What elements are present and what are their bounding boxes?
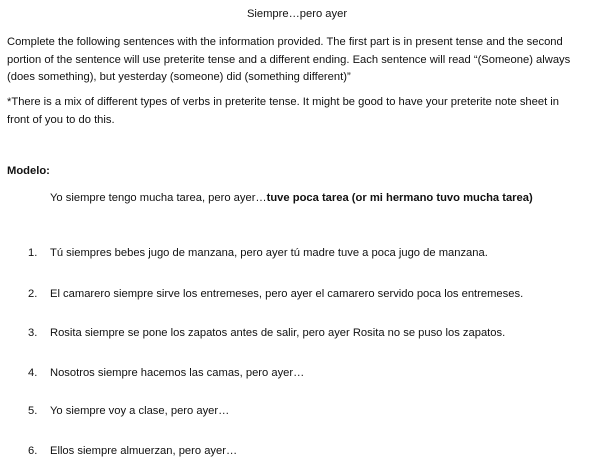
- modelo-answer: tuve poca tarea (or mi hermano tuvo mucha tarea): [266, 192, 533, 204]
- list-item: [28, 405, 229, 417]
- modelo-label: Modelo:: [7, 165, 50, 177]
- modelo-example: [50, 192, 533, 204]
- item-text: Yo siempre voy a clase, pero ayer…: [50, 405, 230, 417]
- item-number: 4.: [28, 367, 38, 379]
- list-item: [28, 247, 488, 259]
- item-number: 6.: [28, 445, 38, 457]
- note-paragraph: *There is a mix of different types of verbs in preterite tense. It might be good to have your preterite note sheet in front of you to do this.: [7, 96, 560, 126]
- list-item: [28, 327, 505, 339]
- page-title: Siempre…pero ayer: [246, 8, 348, 20]
- item-number: 1.: [28, 247, 38, 259]
- item-text: El camarero siempre sirve los entremeses, pero ayer el camarero servido poca los entremeses.: [50, 288, 524, 300]
- instructions-paragraph: Complete the following sentences with the information provided. The first part is in present tense and the second portion of the sentence will use preterite tense and a different ending. Each sentence will read “(Someone) always (does something), but yesterday (someone) did (something different)”: [7, 36, 571, 83]
- list-item: [28, 445, 237, 457]
- modelo-prompt: Yo siempre tengo mucha tarea, pero ayer…: [50, 192, 267, 204]
- list-item: [28, 367, 304, 379]
- item-number: 2.: [28, 288, 38, 300]
- item-number: 5.: [28, 405, 38, 417]
- item-text: Tú siempres bebes jugo de manzana, pero ayer tú madre tuve a poca jugo de manzana.: [50, 247, 488, 259]
- item-text: Rosita siempre se pone los zapatos antes de salir, pero ayer Rosita no se puso los zapatos.: [50, 327, 506, 339]
- item-text: Ellos siempre almuerzan, pero ayer…: [50, 445, 238, 457]
- list-item: [28, 288, 523, 300]
- item-number: 3.: [28, 327, 38, 339]
- item-text: Nosotros siempre hacemos las camas, pero ayer…: [50, 367, 305, 379]
